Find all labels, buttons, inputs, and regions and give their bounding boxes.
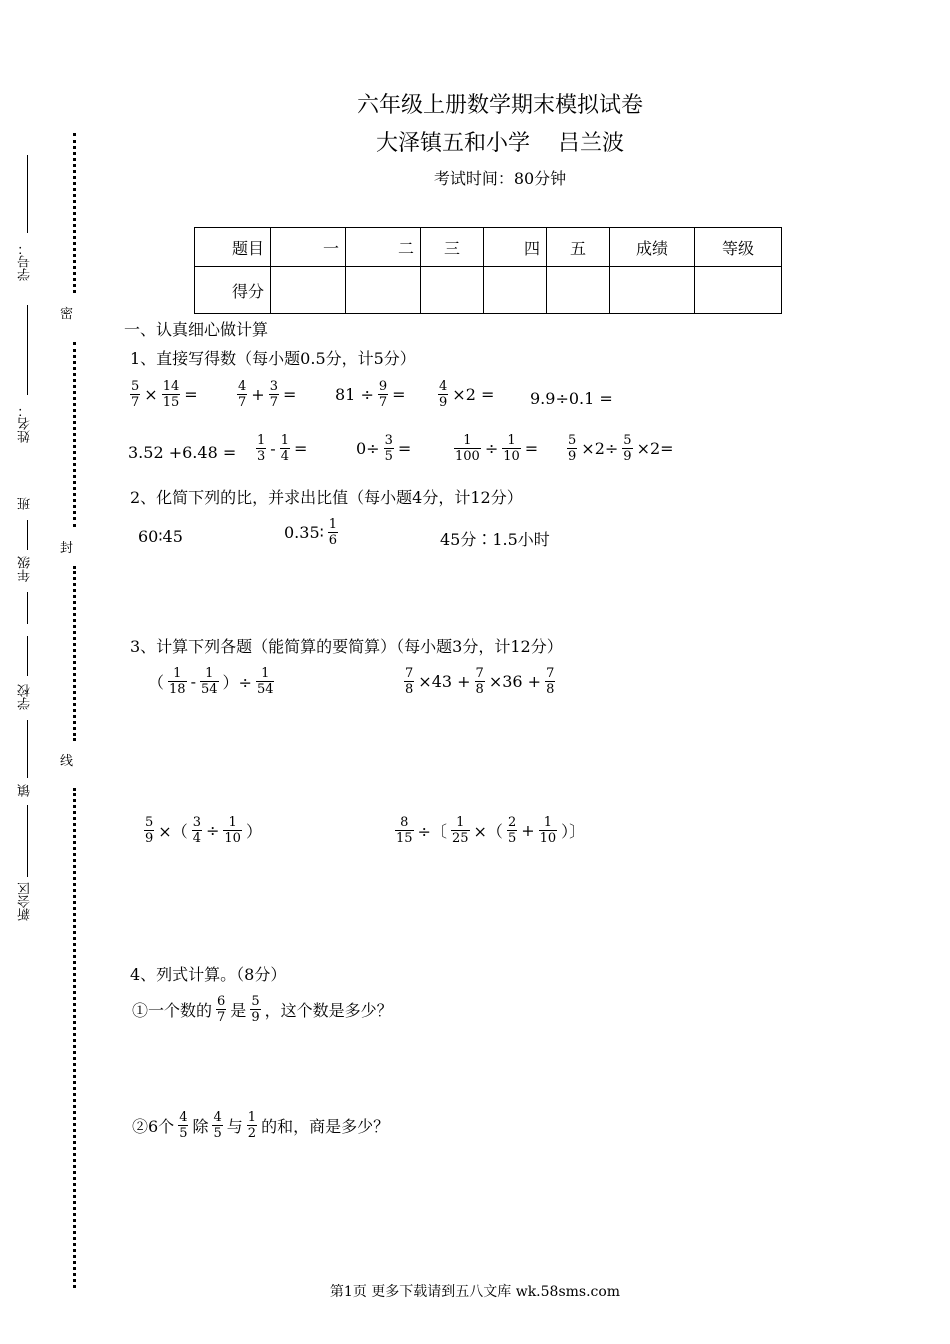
fraction: $\frac{1}{18}$ (169, 666, 186, 697)
label-town: 镇 (18, 784, 33, 797)
school-name: 大泽镇五和小学 (375, 131, 530, 156)
score-input-2[interactable] (346, 267, 421, 314)
score-cell-1: 一 (271, 228, 346, 267)
school-author-line (0, 126, 950, 157)
fraction: $\frac{1}{100}$ (455, 433, 480, 464)
fraction: $\frac{5}{7}$ (131, 379, 140, 410)
q1-item-i: $\frac{1}{100}$ ÷ $\frac{1}{10}$ = (455, 433, 539, 464)
fraction: $\frac{5}{9}$ (623, 433, 632, 464)
score-row-label: 得分 (195, 267, 271, 314)
page-footer: 第1页 更多下载请到五八文库 wk.58sms.com (329, 1284, 621, 1300)
seal-dotted-line (73, 788, 76, 1288)
seal-char-feng: 封 (60, 541, 74, 556)
margin-line (27, 636, 28, 676)
section-heading: 一、认真细心做计算 (124, 320, 269, 339)
fraction: $\frac{1}{2}$ (247, 1110, 257, 1141)
score-table-header-row (195, 228, 782, 267)
fraction: $\frac{1}{10}$ (224, 815, 241, 846)
q1-item-h: 0÷ $\frac{3}{5}$ = (356, 433, 412, 464)
q3-item-b: $\frac{7}{8}$ ×43 + $\frac{7}{8}$ ×36 + $\frac{7}{8}$ (405, 666, 555, 697)
score-table-score-row (195, 267, 782, 314)
q1-item-d: $\frac{4}{9}$ ×2 = (439, 379, 495, 410)
seal-char-xian: 线 (60, 754, 74, 769)
fraction: $\frac{5}{9}$ (251, 994, 260, 1025)
q1-heading: 1、直接写得数（每小题0.5分，计5分） (130, 349, 416, 368)
score-input-grade[interactable] (695, 267, 782, 314)
fraction: $\frac{7}{8}$ (405, 666, 414, 697)
fraction: $\frac{4}{9}$ (439, 379, 448, 410)
score-cell-3: 三 (421, 228, 484, 267)
q1-item-c: 81 ÷ $\frac{9}{7}$ = (335, 379, 406, 410)
score-cell-total: 成绩 (610, 228, 695, 267)
q1-item-e: 9.9÷0.1 = (530, 389, 613, 408)
fraction: $\frac{8}{15}$ (396, 815, 413, 846)
fraction: $\frac{3}{5}$ (384, 433, 393, 464)
label-class: 班 (18, 497, 33, 510)
author-name: 吕兰波 (558, 131, 625, 156)
fraction: $\frac{1}{25}$ (451, 815, 469, 846)
fraction: $\frac{4}{5}$ (179, 1110, 188, 1141)
score-input-total[interactable] (610, 267, 695, 314)
exam-time: 考试时间：80分钟 (433, 169, 567, 188)
margin-line (27, 805, 28, 877)
margin-line (27, 305, 28, 395)
fraction: $\frac{14}{15}$ (162, 379, 180, 410)
q4-item-a: ①一个数的 $\frac{6}{7}$ 是 $\frac{5}{9}$ ，这个数是多少？ (132, 994, 393, 1025)
seal-char-mi: 密 (60, 307, 74, 322)
fraction: $\frac{6}{7}$ (217, 994, 226, 1025)
margin-line (27, 520, 28, 550)
fraction: $\frac{1}{54}$ (256, 666, 274, 697)
seal-dotted-line (73, 566, 76, 741)
q3-item-c: $\frac{5}{9}$ ×（ $\frac{3}{4}$ ÷ $\frac{1}{10}$ ） (145, 815, 262, 846)
fraction: $\frac{3}{4}$ (192, 815, 201, 846)
fraction: $\frac{1}{6}$ (328, 517, 338, 548)
fraction: $\frac{5}{9}$ (145, 815, 154, 846)
q4-heading: 4、列式计算。（8分） (130, 965, 287, 984)
q1-item-b: $\frac{4}{7}$ + $\frac{3}{7}$ = (238, 379, 297, 410)
fraction: $\frac{2}{5}$ (507, 815, 517, 846)
q2-heading: 2、化简下列的比，并求出比值（每小题4分，计12分） (130, 488, 523, 507)
margin-line (27, 592, 28, 624)
fraction: $\frac{5}{9}$ (568, 433, 577, 464)
score-cell-grade: 等级 (695, 228, 782, 267)
score-cell-5: 五 (547, 228, 610, 267)
q1-item-g: $\frac{1}{3}$ - $\frac{1}{4}$ = (257, 433, 308, 464)
fraction: $\frac{1}{54}$ (200, 666, 218, 697)
label-grade: 年级 (18, 556, 33, 582)
seal-dotted-line (73, 133, 76, 293)
q2-item-c: 45分∶1.5小时 (440, 530, 550, 549)
q1-item-f: 3.52 +6.48 = (128, 443, 237, 462)
q3-item-a: （ $\frac{1}{18}$ - $\frac{1}{54}$ ）÷ $\frac{1}{54}$ (148, 666, 274, 697)
fraction: $\frac{4}{5}$ (213, 1110, 222, 1141)
score-table (194, 227, 782, 314)
fraction: $\frac{4}{7}$ (238, 379, 247, 410)
score-input-4[interactable] (484, 267, 547, 314)
label-district: 新会区 (18, 882, 33, 921)
q2-item-b: 0.35∶ $\frac{1}{6}$ (284, 517, 338, 548)
fraction: $\frac{7}{8}$ (475, 666, 484, 697)
seal-dotted-line (73, 342, 76, 527)
margin-line (27, 720, 28, 778)
score-cell-2: 二 (346, 228, 421, 267)
label-school: 学校 (18, 684, 33, 710)
exam-title: 六年级上册数学期末模拟试卷 (356, 93, 643, 118)
margin-line (27, 155, 28, 233)
label-student-id: 学号： (18, 242, 33, 281)
q3-heading: 3、计算下列各题（能简算的要简算）（每小题3分，计12分） (130, 637, 563, 656)
fraction: $\frac{1}{10}$ (503, 433, 520, 464)
fraction: $\frac{1}{10}$ (539, 815, 557, 846)
score-input-5[interactable] (547, 267, 610, 314)
fraction: $\frac{1}{3}$ (257, 433, 266, 464)
q3-item-d: $\frac{8}{15}$ ÷〔 $\frac{1}{25}$ ×（ $\frac{2}{5}$ + $\frac{1}{10}$ ）〕 (396, 815, 586, 846)
score-cell-topic: 题目 (195, 228, 271, 267)
fraction: $\frac{9}{7}$ (378, 379, 388, 410)
q4-item-b: ②6个 $\frac{4}{5}$ 除 $\frac{4}{5}$ 与 $\frac{1}{2}$ 的和，商是多少？ (132, 1110, 390, 1141)
score-cell-4: 四 (484, 228, 547, 267)
q1-item-j: $\frac{5}{9}$ ×2÷ $\frac{5}{9}$ ×2= (568, 433, 674, 464)
score-input-1[interactable] (271, 267, 346, 314)
q1-item-a: $\frac{5}{7}$ × $\frac{14}{15}$ = (131, 379, 198, 410)
fraction: $\frac{3}{7}$ (269, 379, 278, 410)
label-name: 姓名： (18, 404, 33, 443)
score-input-3[interactable] (421, 267, 484, 314)
fraction: $\frac{1}{4}$ (280, 433, 289, 464)
q2-item-a: 60∶45 (138, 527, 183, 546)
fraction: $\frac{7}{8}$ (546, 666, 555, 697)
